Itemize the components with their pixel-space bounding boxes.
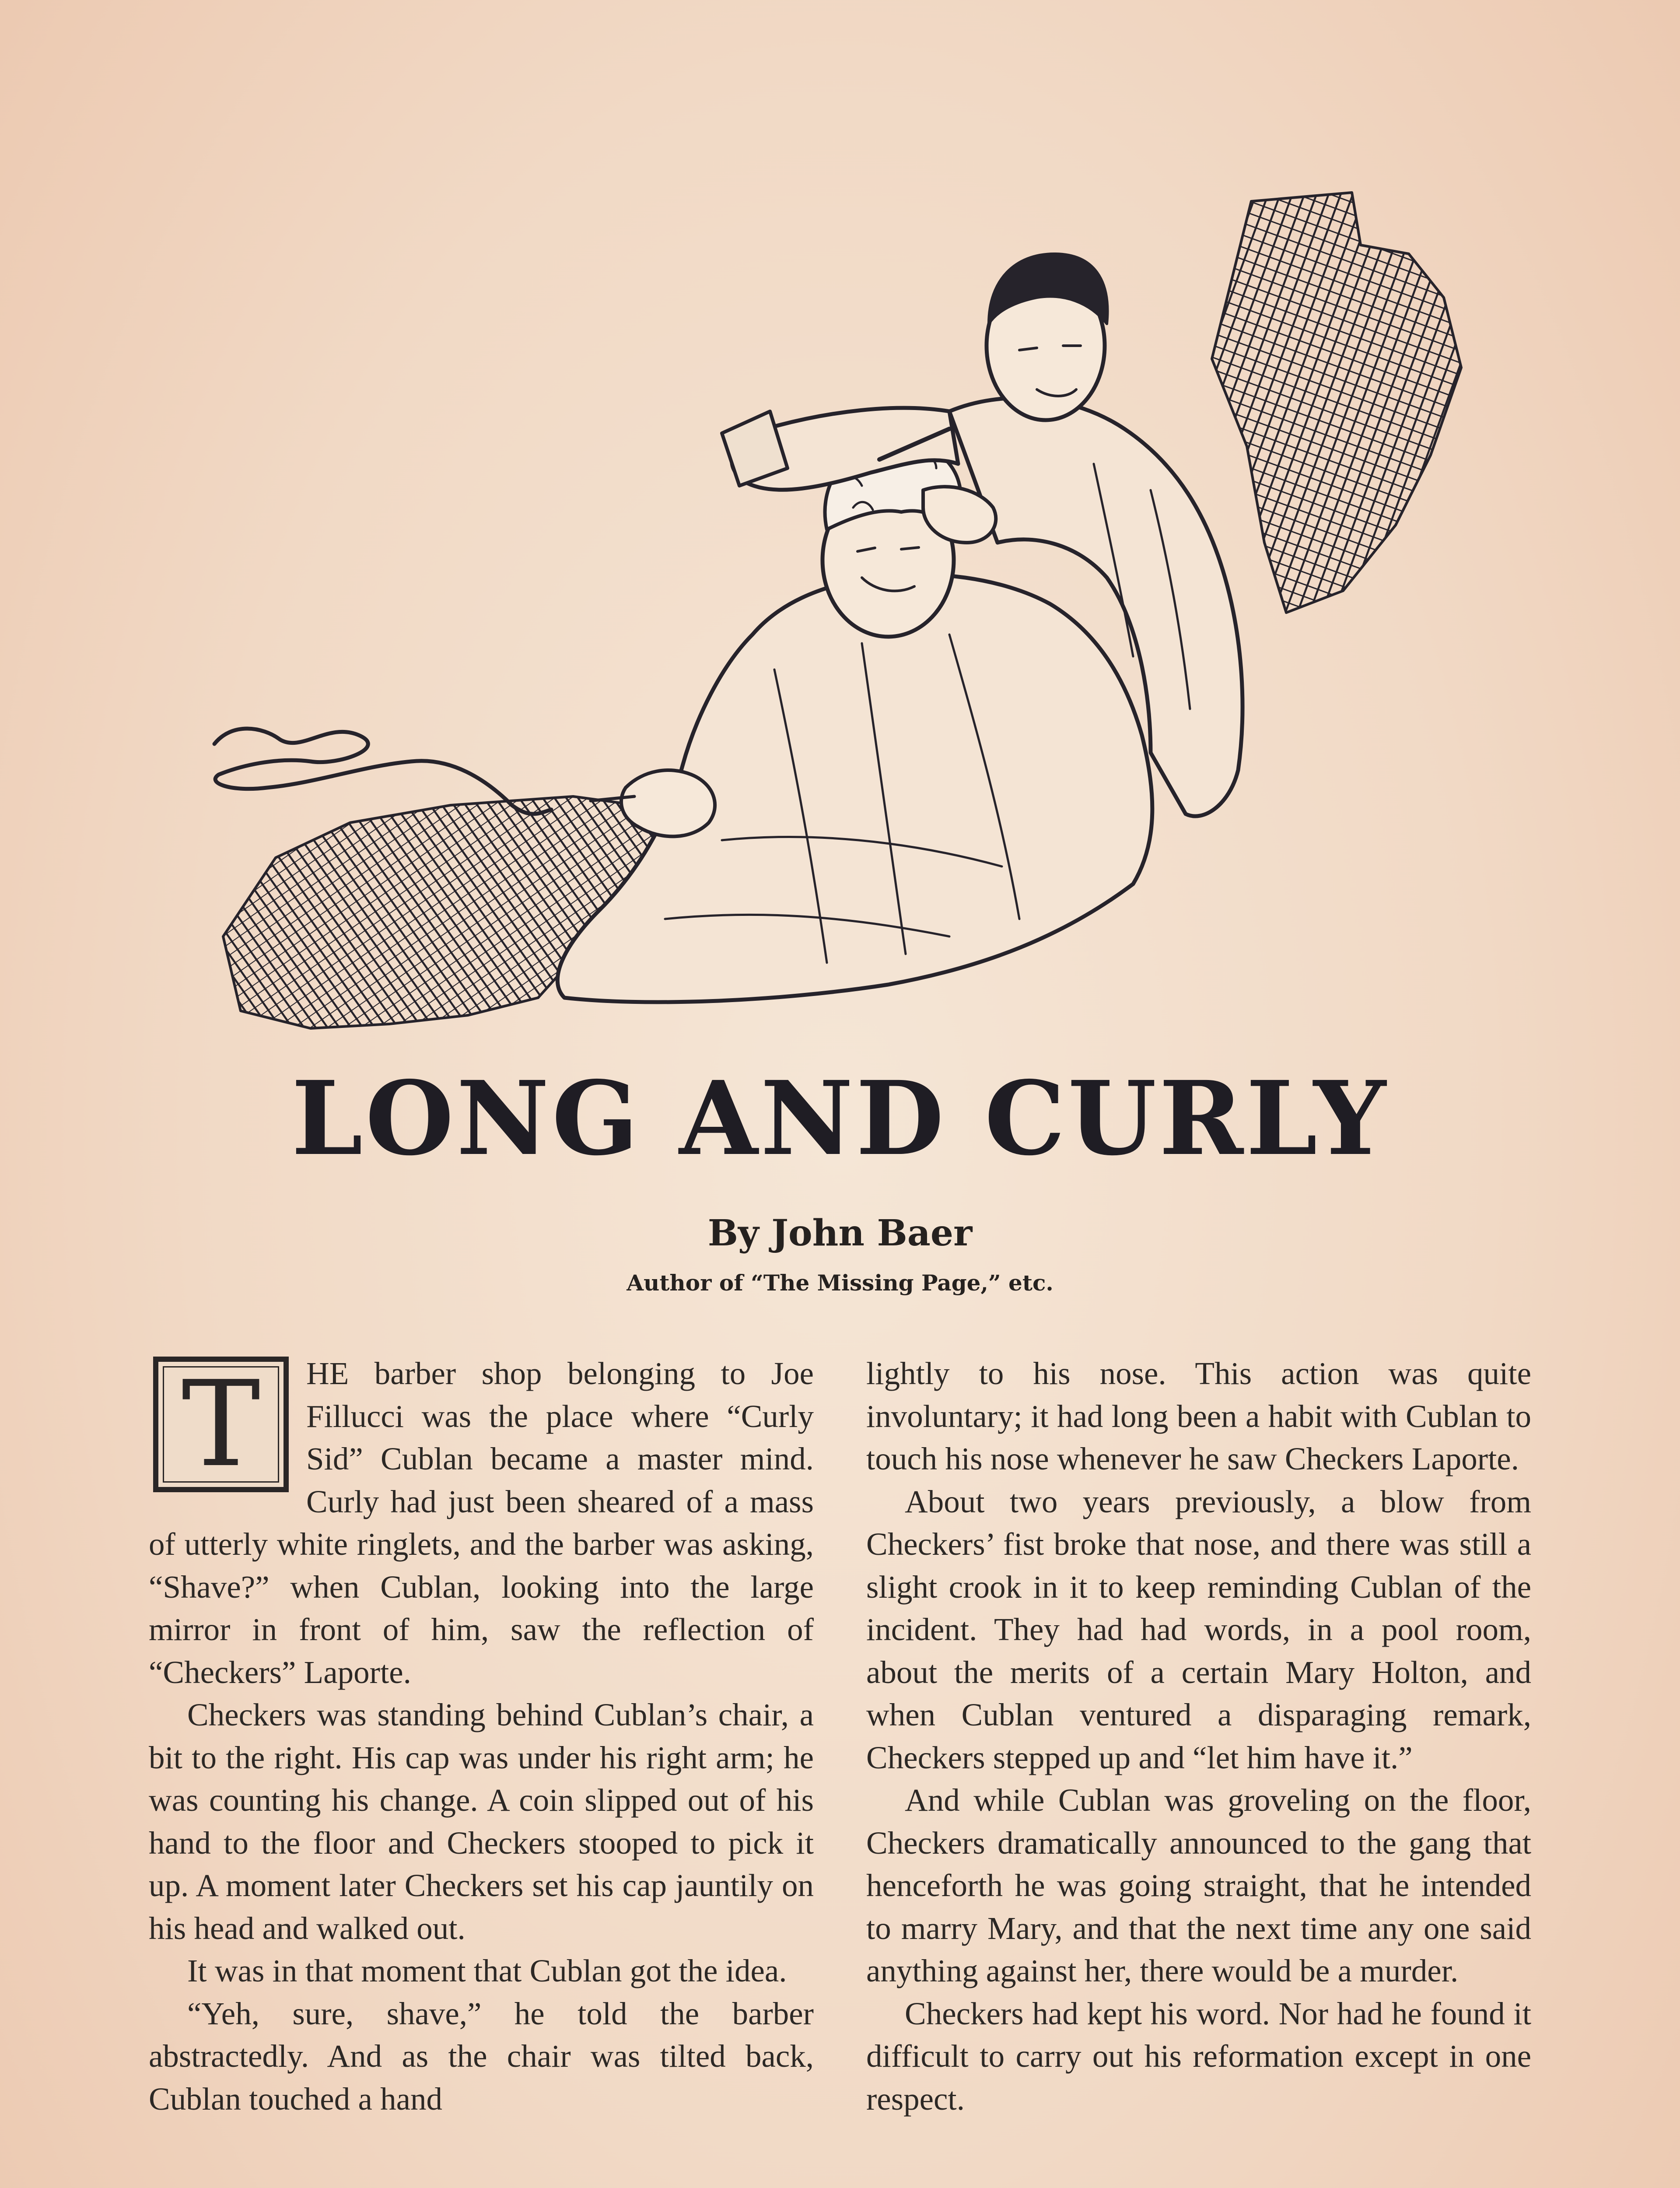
text-column-right xyxy=(866,1352,1531,2120)
story-illustration xyxy=(206,184,1474,1059)
paragraph: About two years previously, a blow from Checkers’ fist broke that nose, and there was still a slight crook in it to keep reminding Cublan of the incident. They had had words, in a pool room, about the merits of a certain Mary Holton, and when Cublan ventured a disparaging remark, Checkers stepped up and “let him have it.” xyxy=(866,1483,1531,1775)
customer-hands xyxy=(621,770,715,836)
story-byline: By John Baer xyxy=(707,1212,973,1254)
drop-cap: T xyxy=(153,1357,289,1492)
author-credit: Author of “The Missing Page,” etc. xyxy=(626,1270,1054,1296)
paragraph: “Yeh, sure, shave,” he told the barber abstractedly. And as the chair was tilted back, Cublan touched a hand xyxy=(149,1995,814,2117)
paragraph: It was in that moment that Cublan got the idea. xyxy=(187,1953,787,1988)
paragraph: And while Cublan was groveling on the floor, Checkers dramatically announced to the gang that henceforth he was going straight, that he intended to marry Mary, and that the next time any one said anything against her, there would be a murder. xyxy=(866,1782,1531,1988)
paragraph: Checkers was standing behind Cublan’s chair, a bit to the right. His cap was under his right arm; he was counting his change. A coin slipped out of his hand to the floor and Checkers stooped to pick it up. A moment later Checkers set his cap jauntily on his head and walked out. xyxy=(149,1697,814,1946)
paragraph: lightly to his nose. This action was quite involuntary; it had long been a habit with Cublan to touch his nose whenever he saw Checkers Laporte. xyxy=(866,1356,1531,1476)
text-column-left xyxy=(149,1352,814,2120)
paragraph-text: HE barber shop belonging to Joe Fillucci was the place where “Curly Sid” Cublan became a master mind. Curly had just been sheared of a mass of utterly white ringlets, and the barber was asking, “Shave?” when Cublan, looking into the large mirror in front of him, saw the reflection of “Checkers” Laporte. xyxy=(149,1356,814,1690)
paragraph xyxy=(149,1352,814,1694)
hatched-shadow-right xyxy=(1212,193,1461,613)
story-title: LONG AND CURLY xyxy=(291,1059,1389,1178)
paragraph: Checkers had kept his word. Nor had he found it difficult to carry out his reformation except in one respect. xyxy=(866,1995,1531,2117)
